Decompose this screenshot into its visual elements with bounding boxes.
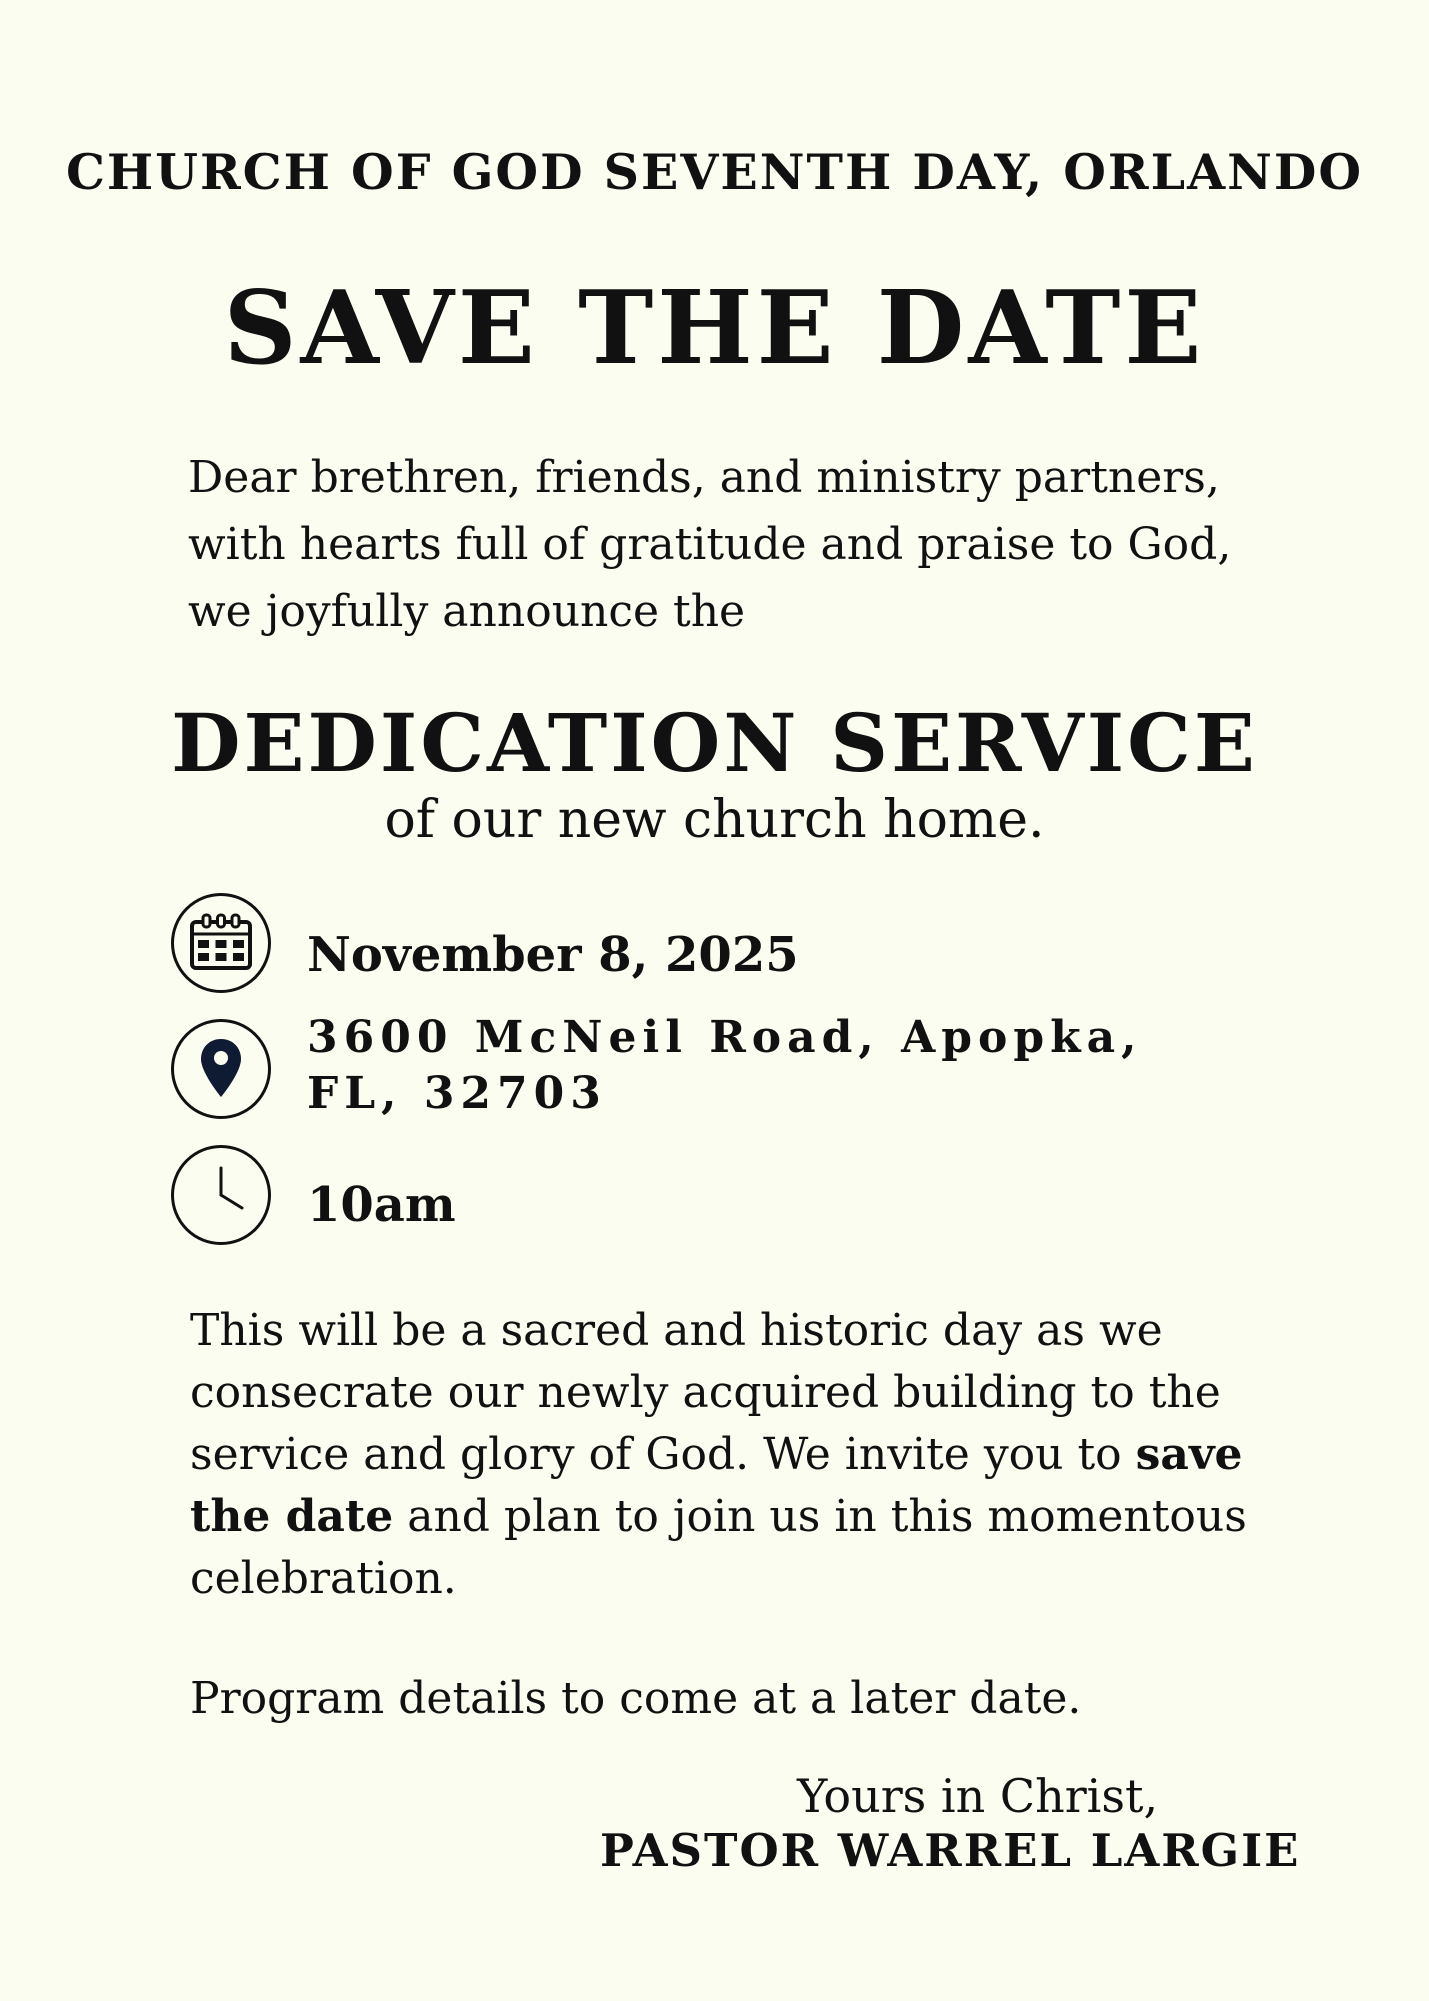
greeting-paragraph (188, 444, 1231, 645)
address-line: 3600 McNeil Road, Apopka, (307, 1012, 1143, 1063)
body-line (190, 1424, 1247, 1486)
closing-text: Yours in Christ, (797, 1769, 1159, 1823)
emphasis-text: save (1135, 1429, 1243, 1480)
greeting-line: we joyfully announce the (188, 586, 746, 637)
page-title: SAVE THE DATE (223, 268, 1206, 387)
event-address (307, 1010, 1142, 1122)
signature-name: PASTOR WARREL LARGIE (600, 1824, 1301, 1877)
greeting-line: with hearts full of gratitude and praise to God, (188, 519, 1232, 570)
calendar-icon (170, 892, 272, 994)
emphasis-text: the date (190, 1491, 394, 1542)
event-name: DEDICATION SERVICE (171, 696, 1258, 790)
body-text-span: service and glory of God. We invite you to (190, 1429, 1136, 1480)
location-pin-icon (170, 1018, 272, 1120)
clock-icon (170, 1144, 272, 1246)
body-line: This will be a sacred and historic day as we (190, 1305, 1163, 1356)
address-line: FL, 32703 (307, 1068, 607, 1119)
event-subtitle: of our new church home. (384, 790, 1045, 850)
church-name: CHURCH OF GOD SEVENTH DAY, ORLANDO (65, 143, 1364, 201)
event-date: November 8, 2025 (307, 927, 799, 983)
body-line: celebration. (190, 1553, 457, 1604)
body-paragraph (190, 1300, 1247, 1610)
body-line (190, 1486, 1247, 1548)
event-time: 10am (307, 1177, 456, 1233)
greeting-line: Dear brethren, friends, and ministry partners, (188, 452, 1220, 503)
body-text-span: and plan to join us in this momentous (393, 1491, 1247, 1542)
program-note: Program details to come at a later date. (190, 1673, 1082, 1724)
body-line: consecrate our newly acquired building to the (190, 1367, 1221, 1418)
